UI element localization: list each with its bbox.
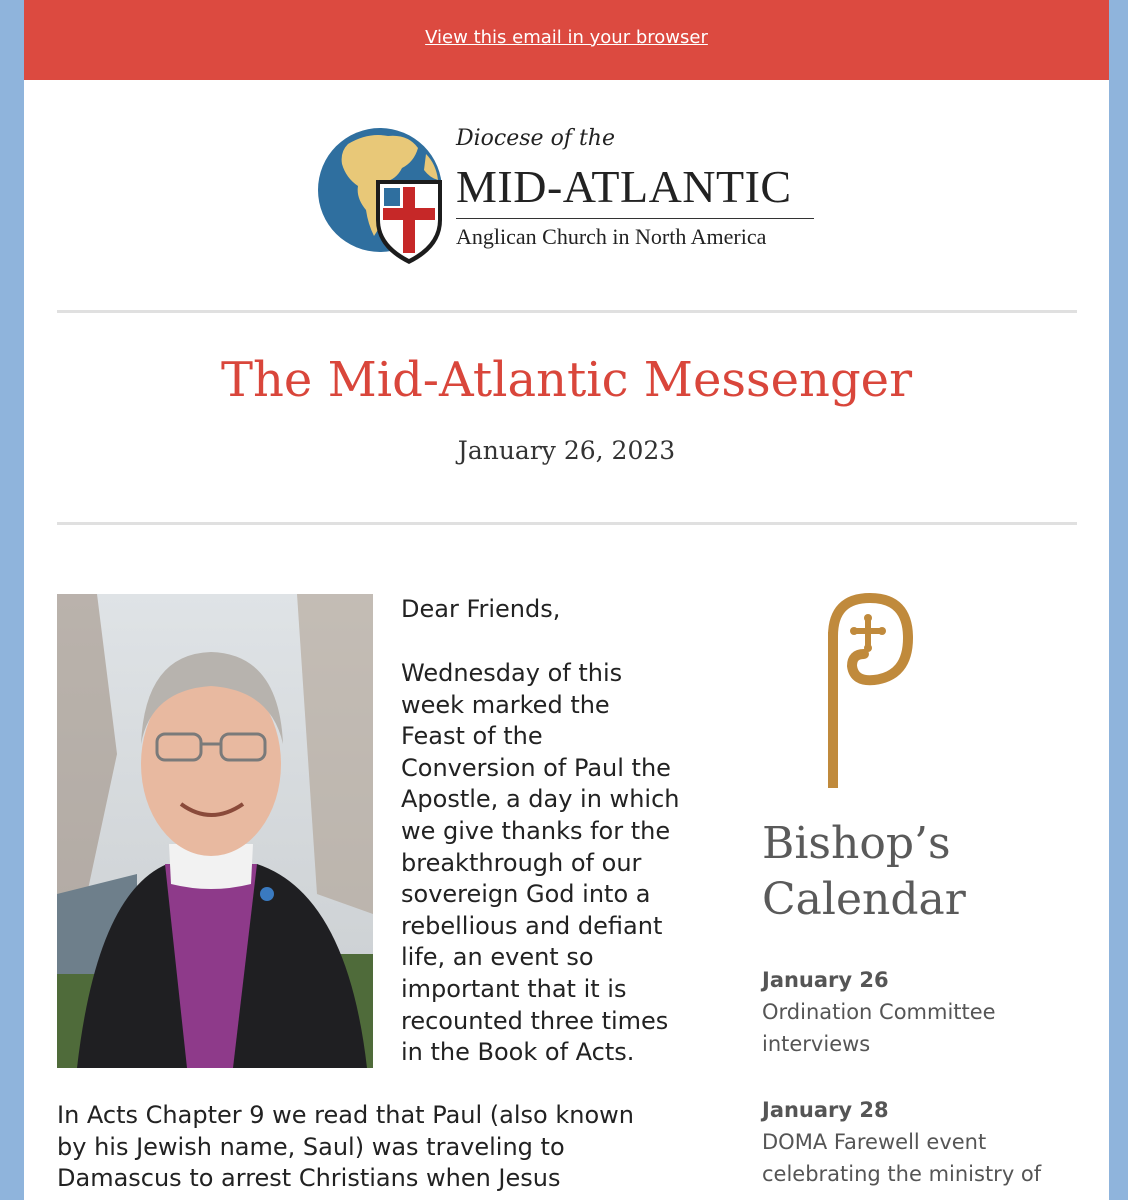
logo-line-acna: Anglican Church in North America [456,224,767,249]
calendar-entry-date: January 26 [762,968,889,992]
calendar-title [762,816,1022,928]
letter-line: Conversion of Paul the [401,753,671,782]
calendar-title-line: Calendar [762,874,966,925]
letter-line: Feast of the [401,722,543,751]
email-container [24,0,1109,1200]
letter-line: in the Book of Acts. [401,1038,635,1067]
letter-paragraph-2 [57,1100,707,1195]
letter-line: week marked the [401,690,610,719]
logo-line-mid-atlantic: MID-ATLANTIC [456,161,792,212]
crozier-icon [804,592,916,792]
top-bar [24,0,1109,80]
calendar-entry-desc-line: Ordination Committee [762,1000,996,1024]
logo-line-diocese: Diocese of the [456,126,615,151]
divider-top [57,310,1077,313]
letter-line: rebellious and defiant [401,911,663,940]
globe-shield-icon [318,124,448,264]
letter-line: important that it is [401,974,627,1003]
letter-line: In Acts Chapter 9 we read that Paul (also known [57,1101,634,1129]
letter-line: Damascus to arrest Christians when Jesus [57,1164,561,1193]
calendar-entry [762,1094,1062,1190]
diocese-logo [318,120,818,270]
letter-line: sovereign God into a [401,880,651,909]
letter-salutation: Dear Friends, [401,595,561,623]
letter-line: recounted three times [401,1006,669,1035]
calendar-entry-desc-line: celebrating the ministry of [762,1162,1042,1186]
letter-line: Apostle, a day in which [401,785,680,814]
calendar-title-line: Bishop’s [762,818,951,869]
letter-line: life, an event so [401,943,594,972]
newsletter-title: The Mid-Atlantic Messenger [220,352,913,408]
newsletter-date: January 26, 2023 [457,436,676,465]
letter-line: we give thanks for the [401,816,671,845]
letter-line: breakthrough of our [401,848,642,877]
divider-bottom [57,522,1077,525]
calendar-entry [762,964,1062,1060]
letter-line: by his Jewish name, Saul) was traveling to [57,1132,565,1161]
calendar-entry-date: January 28 [762,1098,889,1122]
logo-rule [456,218,814,219]
letter-line: Wednesday of this [401,659,623,687]
calendar-entry-desc-line: interviews [762,1032,871,1056]
calendar-entry-desc-line: DOMA Farewell event [762,1130,987,1154]
letter-paragraph-1 [401,658,701,1069]
view-in-browser-link[interactable]: View this email in your browser [425,26,708,48]
bishop-photo [57,594,373,1068]
email-header [24,80,1109,310]
